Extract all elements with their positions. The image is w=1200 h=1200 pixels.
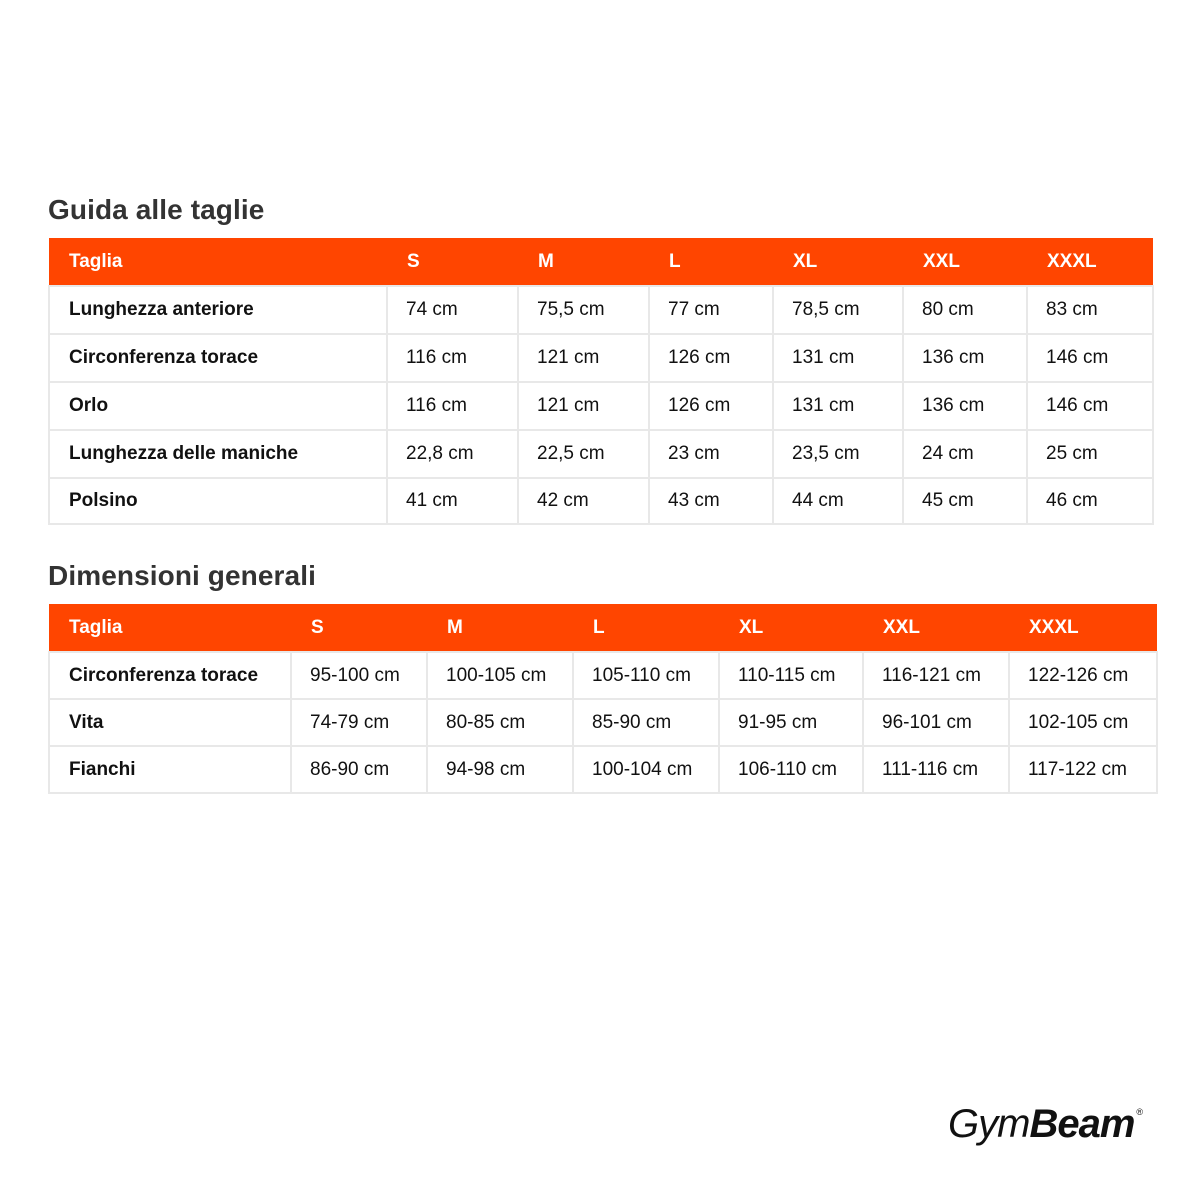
table-cell: 96-101 cm	[863, 699, 1009, 746]
column-header: M	[427, 604, 573, 652]
row-label: Orlo	[49, 382, 387, 430]
table-cell: 106-110 cm	[719, 746, 863, 793]
table-cell: 95-100 cm	[291, 652, 427, 699]
table-cell: 42 cm	[518, 478, 649, 524]
table-cell: 80-85 cm	[427, 699, 573, 746]
table-cell: 23,5 cm	[773, 430, 903, 478]
table-cell: 46 cm	[1027, 478, 1153, 524]
logo-text-beam: Beam	[1029, 1102, 1135, 1146]
row-label: Circonferenza torace	[49, 652, 291, 699]
column-header: XXL	[863, 604, 1009, 652]
table-cell: 116 cm	[387, 334, 518, 382]
table-cell: 74 cm	[387, 286, 518, 334]
table-row	[49, 652, 1157, 699]
table-header-row	[49, 238, 1153, 286]
table-cell: 75,5 cm	[518, 286, 649, 334]
gymbeam-logo	[948, 1102, 1144, 1146]
column-header: Taglia	[49, 238, 387, 286]
table-cell: 102-105 cm	[1009, 699, 1157, 746]
table-cell: 131 cm	[773, 382, 903, 430]
table-cell: 22,5 cm	[518, 430, 649, 478]
table-cell: 105-110 cm	[573, 652, 719, 699]
table-row	[49, 286, 1153, 334]
table-cell: 136 cm	[903, 334, 1027, 382]
column-header: S	[387, 238, 518, 286]
column-header: Taglia	[49, 604, 291, 652]
table-cell: 25 cm	[1027, 430, 1153, 478]
column-header: M	[518, 238, 649, 286]
column-header: XL	[719, 604, 863, 652]
table-cell: 126 cm	[649, 382, 773, 430]
table-cell: 100-105 cm	[427, 652, 573, 699]
table-cell: 43 cm	[649, 478, 773, 524]
row-label: Lunghezza anteriore	[49, 286, 387, 334]
table-cell: 131 cm	[773, 334, 903, 382]
table-cell: 146 cm	[1027, 334, 1153, 382]
column-header: XL	[773, 238, 903, 286]
general-dimensions-table	[48, 604, 1158, 794]
table-cell: 94-98 cm	[427, 746, 573, 793]
table-cell: 78,5 cm	[773, 286, 903, 334]
table-cell: 116 cm	[387, 382, 518, 430]
table-cell: 74-79 cm	[291, 699, 427, 746]
table-cell: 136 cm	[903, 382, 1027, 430]
table-cell: 91-95 cm	[719, 699, 863, 746]
table-cell: 23 cm	[649, 430, 773, 478]
table-cell: 121 cm	[518, 334, 649, 382]
table-cell: 41 cm	[387, 478, 518, 524]
table-cell: 126 cm	[649, 334, 773, 382]
table-cell: 45 cm	[903, 478, 1027, 524]
table-cell: 146 cm	[1027, 382, 1153, 430]
registered-mark: ®	[1136, 1107, 1144, 1117]
table-cell: 116-121 cm	[863, 652, 1009, 699]
table-header-row	[49, 604, 1157, 652]
column-header: XXXL	[1027, 238, 1153, 286]
general-dimensions-title: Dimensioni generali	[48, 560, 316, 591]
row-label: Polsino	[49, 478, 387, 524]
table-cell: 44 cm	[773, 478, 903, 524]
table-row	[49, 746, 1157, 793]
table-cell: 80 cm	[903, 286, 1027, 334]
table-cell: 22,8 cm	[387, 430, 518, 478]
table-cell: 121 cm	[518, 382, 649, 430]
table-row	[49, 478, 1153, 524]
table-row	[49, 334, 1153, 382]
table-cell: 83 cm	[1027, 286, 1153, 334]
table-cell: 110-115 cm	[719, 652, 863, 699]
column-header: L	[573, 604, 719, 652]
table-cell: 85-90 cm	[573, 699, 719, 746]
table-cell: 24 cm	[903, 430, 1027, 478]
column-header: S	[291, 604, 427, 652]
table-row	[49, 699, 1157, 746]
table-cell: 86-90 cm	[291, 746, 427, 793]
table-cell: 111-116 cm	[863, 746, 1009, 793]
row-label: Fianchi	[49, 746, 291, 793]
column-header: XXXL	[1009, 604, 1157, 652]
table-row	[49, 382, 1153, 430]
size-guide-table	[48, 238, 1154, 525]
table-cell: 77 cm	[649, 286, 773, 334]
table-row	[49, 430, 1153, 478]
row-label: Lunghezza delle maniche	[49, 430, 387, 478]
column-header: XXL	[903, 238, 1027, 286]
table-cell: 122-126 cm	[1009, 652, 1157, 699]
column-header: L	[649, 238, 773, 286]
table-cell: 100-104 cm	[573, 746, 719, 793]
size-guide-title: Guida alle taglie	[48, 194, 265, 225]
logo-text-gym: Gym	[948, 1102, 1030, 1146]
row-label: Vita	[49, 699, 291, 746]
row-label: Circonferenza torace	[49, 334, 387, 382]
table-cell: 117-122 cm	[1009, 746, 1157, 793]
